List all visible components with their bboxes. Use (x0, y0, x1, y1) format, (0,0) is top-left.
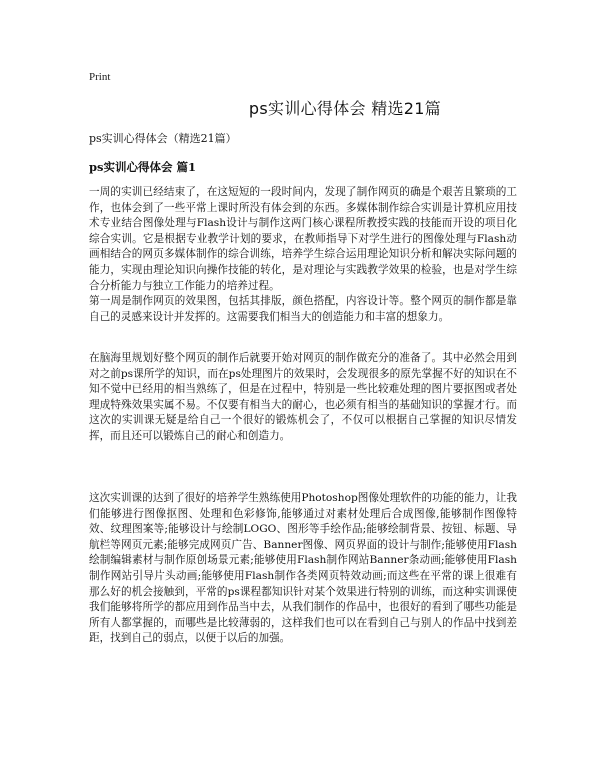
paragraph-2: 第一周是制作网页的效果图，包括其排版，颜色搭配，内容设计等。整个网页的制作都是靠自己的灵感来设计并发挥的。这需要我们相当大的创造能力和丰富的想象力。 (89, 295, 517, 323)
section-heading: ps实训心得体会 篇1 (89, 160, 197, 174)
paragraph-4: 这次实训课的达到了很好的培养学生熟练使用Photoshop图像处理软件的功能的能力，让我们能够进行图像抠图、处理和色彩修饰,能够通过对素材处理后合成图像,能够制作图像特效、纹理图案等;能够设计与绘制LOGO、图形等手绘作品;能够绘制背景、按钮、标题、导航栏等网页元素;能够完成网页广告、Banner图像、网页界面的设计与制作;能够使用Flash绘制编辑素材与制作原创场景元素;能够使用Flash制作网站Banner条动画;能够使用Flash制作网站引导片头动画;能够使用Flash制作各类网页特效动画;而这些在平常的课上很难有那么好的机会接触到，平常的ps课程都知识针对某个效果进行特别的训练，而这种实训课使我们能够将所学的都应用到作品当中去，从我们制作的作品中，也很好的看到了哪些功能是所有人都掌握的，而哪些是比较薄弱的，这样我们也可以在看到自己与别人的作品中找到差距，找到自己的弱点，以便于以后的加强。 (89, 492, 517, 645)
print-link[interactable]: Print (89, 71, 111, 83)
paragraph-3: 在脑海里规划好整个网页的制作后就要开始对网页的制作做充分的准备了。其中必然会用到对之前ps课所学的知识，而在ps处理图片的效果时，会发现很多的原先掌握不好的知识在不知不觉中已经用的相当熟练了，但是在过程中，特别是一些比较难处理的图片要抠图或者处理成特殊效果实属不易。不仅要有相当大的耐心，也必须有相当的基础知识的掌握才行。而这次的实训课无疑是给自己一个很好的锻炼机会了，不仅可以根据自己掌握的知识尽情发挥，而且还可以锻炼自己的耐心和创造力。 (89, 352, 517, 442)
paragraph-1: 一周的实训已经结束了，在这短短的一段时间内，发现了制作网页的确是个艰苦且繁琐的工作，也体会到了一些平常上课时所没有体会到的东西。多媒体制作综合实训是计算机应用技术专业结合图像处理与Flash设计与制作这两门核心课程所教授实践的技能而开设的项目化综合实训。它是根据专业教学计划的要求，在教师指导下对学生进行的图像处理与Flash动画相结合的网页多媒体制作的综合训练，培养学生综合运用理论知识分析和解决实际问题的能力，实现由理论知识向操作技能的转化，是对理论与实践教学效果的检验，也是对学生综合分析能力与独立工作能力的培养过程。 (89, 186, 517, 292)
document-subtitle: ps实训心得体会（精选21篇） (89, 132, 237, 145)
page-title: ps实训心得体会 精选21篇 (248, 99, 442, 118)
